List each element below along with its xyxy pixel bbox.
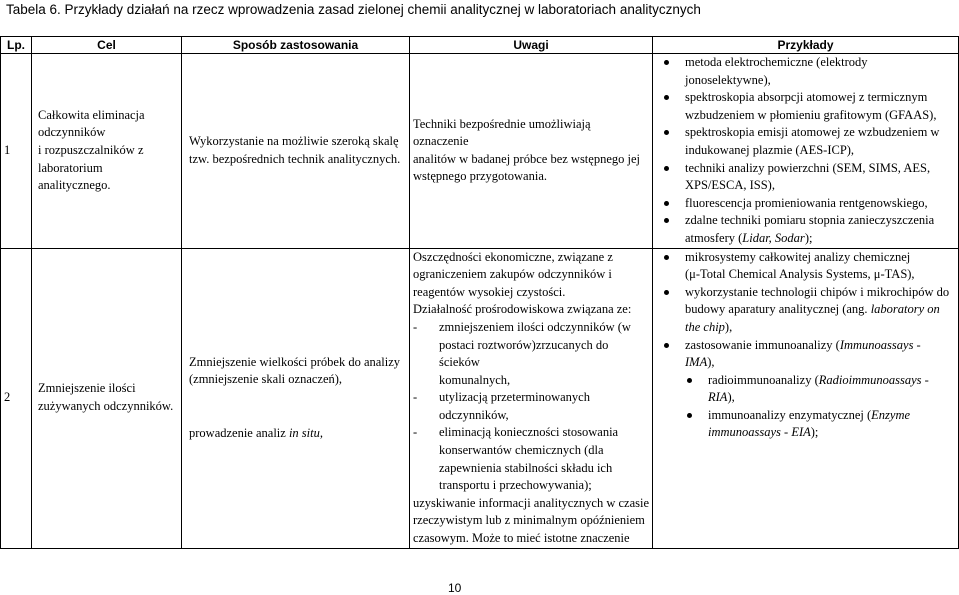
sposob-line: (zmniejszenie skali oznaczeń), xyxy=(189,372,343,387)
sposob-line: prowadzenie analiz in situ, xyxy=(189,425,323,440)
list-item: techniki analizy powierzchni (SEM, SIMS, AES, XPS/ESCA, ISS), xyxy=(656,160,955,195)
uwagi-cell xyxy=(410,248,653,548)
cel-line: Całkowita eliminacja xyxy=(38,107,145,122)
header-cel: Cel xyxy=(32,37,182,54)
bullet-icon xyxy=(664,130,669,135)
table-row xyxy=(1,248,959,548)
uwagi-line: wstępnego przygotowania. xyxy=(413,169,547,184)
header-przyklady: Przykłady xyxy=(653,37,959,54)
bullet-icon xyxy=(664,201,669,206)
przyklady-cell xyxy=(653,54,959,249)
cel-line: odczynników xyxy=(38,125,106,140)
sposob-line: Wykorzystanie na możliwie szeroką skalę xyxy=(189,134,399,149)
uwagi-line: Działalność prośrodowiskowa związana ze: xyxy=(413,302,632,317)
sposob-cell xyxy=(182,54,410,249)
bullet-icon xyxy=(664,95,669,100)
header-lp: Lp. xyxy=(1,37,32,54)
cel-line: zużywanych odczynników. xyxy=(38,399,174,414)
list-item: mikrosystemy całkowitej analizy chemicznej (μ-Total Chemical Analysis Systems, μ-TAS), xyxy=(656,249,955,284)
cel-line: Zmniejszenie ilości xyxy=(38,381,136,396)
uwagi-line: Oszczędności ekonomiczne, związane z xyxy=(413,249,613,264)
row-number: 2 xyxy=(1,248,32,548)
uwagi-line: analitów w badanej próbce bez wstępnego jej xyxy=(413,151,640,166)
uwagi-line: rzeczywistym lub z minimalnym opóźnieniem xyxy=(413,513,645,528)
table-row xyxy=(1,54,959,249)
cel-line: laboratorium xyxy=(38,160,103,175)
uwagi-line: reagentów wysokiej czystości. xyxy=(413,284,566,299)
dash-item: - eliminacją konieczności stosowania konserwantów chemicznych (dla zapewnienia stabilności składu ich transportu i przechowywania); xyxy=(413,425,619,493)
bullet-icon xyxy=(664,166,669,171)
uwagi-line: czasowym. Może to mieć istotne znaczenie xyxy=(413,531,630,546)
list-item: fluorescencja promieniowania rentgenowskiego, xyxy=(656,195,955,213)
uwagi-cell xyxy=(410,54,653,249)
list-item: spektroskopia absorpcji atomowej z termicznym wzbudzeniem w płomieniu grafitowym (GFAAS), xyxy=(656,89,955,124)
examples-table xyxy=(0,36,959,549)
cel-cell xyxy=(32,54,182,249)
bullet-icon xyxy=(664,60,669,65)
bullet-icon xyxy=(664,343,669,348)
sposob-line: tzw. bezpośrednich technik analitycznych. xyxy=(189,151,401,166)
list-item: metoda elektrochemiczne (elektrody jonoselektywne), xyxy=(656,54,955,89)
cel-line: analitycznego. xyxy=(38,178,111,193)
bullet-icon xyxy=(687,378,692,383)
dash-item: - zmniejszeniem ilości odczynników (w postaci roztworów)zrzucanych do ścieków komunalnych, xyxy=(413,319,631,387)
page-number: 10 xyxy=(448,581,462,595)
sposob-line: Zmniejszenie wielkości próbek do analizy xyxy=(189,354,401,369)
cel-cell xyxy=(32,248,182,548)
uwagi-line: uzyskiwanie informacji analitycznych w czasie xyxy=(413,495,650,510)
header-sposob: Sposób zastosowania xyxy=(182,37,410,54)
bullet-icon xyxy=(664,255,669,260)
sposob-cell xyxy=(182,248,410,548)
list-item: zastosowanie immunoanalizy (Immunoassays - IMA), xyxy=(656,337,955,372)
cel-line: i rozpuszczalników z xyxy=(38,142,144,157)
header-row xyxy=(1,37,959,54)
list-item: radioimmunoanalizy (Radioimmunoassays - RIA), xyxy=(656,372,955,407)
bullet-icon xyxy=(664,290,669,295)
table-caption: Tabela 6. Przykłady działań na rzecz wprowadzenia zasad zielonej chemii analitycznej w laboratoriach analitycznych xyxy=(6,2,701,17)
list-item: immunoanalizy enzymatycznej (Enzyme immunoassays - EIA); xyxy=(656,407,955,442)
list-item: wykorzystanie technologii chipów i mikrochipów do budowy aparatury analitycznej (ang. laboratory on the chip), xyxy=(656,284,955,337)
row-number: 1 xyxy=(1,54,32,249)
bullet-icon xyxy=(687,413,692,418)
uwagi-line: ograniczeniem zakupów odczynników i xyxy=(413,267,612,282)
examples-list xyxy=(656,54,955,248)
bullet-icon xyxy=(664,218,669,223)
dash-item: - utylizacją przeterminowanych odczynników, xyxy=(413,390,590,422)
list-item: zdalne techniki pomiaru stopnia zanieczyszczenia atmosfery (Lidar, Sodar); xyxy=(656,212,955,247)
uwagi-line: Techniki bezpośrednie umożliwiają oznaczenie xyxy=(413,116,591,149)
list-item: spektroskopia emisji atomowej ze wzbudzeniem w indukowanej plazmie (AES-ICP), xyxy=(656,124,955,159)
header-uwagi: Uwagi xyxy=(410,37,653,54)
przyklady-cell xyxy=(653,248,959,548)
examples-list xyxy=(656,249,955,443)
